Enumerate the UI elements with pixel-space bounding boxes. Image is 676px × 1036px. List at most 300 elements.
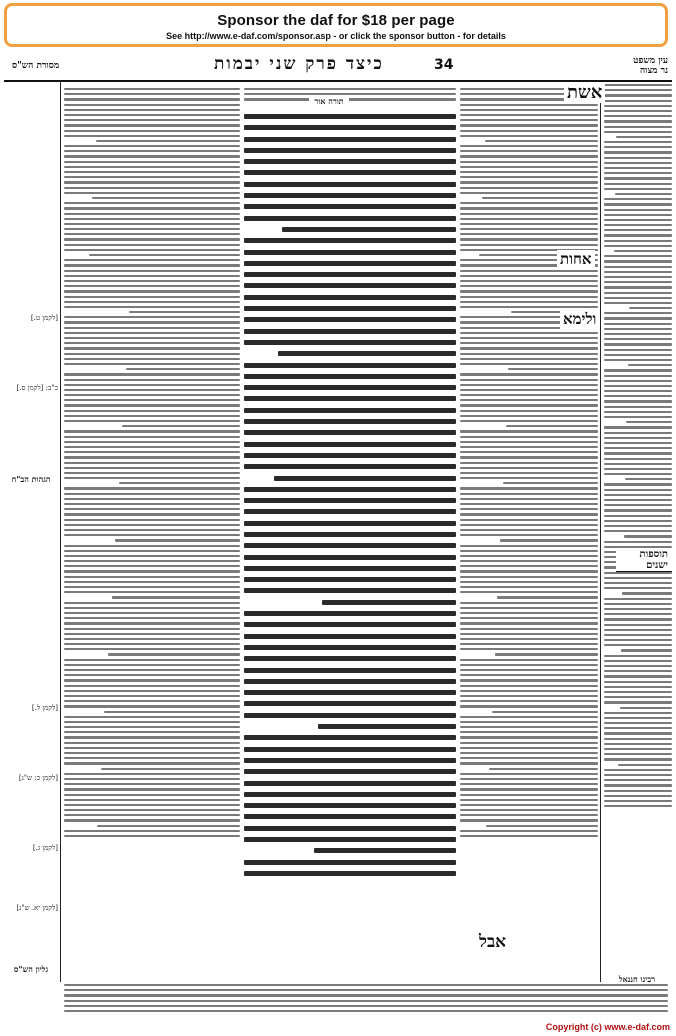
text-line — [604, 795, 672, 797]
text-line — [244, 509, 456, 514]
text-line — [64, 451, 240, 453]
text-line — [64, 747, 240, 749]
text-line — [64, 259, 240, 261]
text-line — [64, 1010, 668, 1012]
text-line — [64, 285, 240, 287]
text-line — [64, 249, 240, 251]
text-line — [604, 629, 672, 631]
text-line — [460, 104, 598, 106]
text-line — [604, 437, 672, 439]
text-line — [318, 724, 456, 729]
text-line — [64, 223, 240, 225]
text-line — [460, 731, 598, 733]
text-line — [64, 685, 240, 687]
text-line — [64, 550, 240, 552]
text-line — [64, 192, 240, 194]
text-line — [460, 124, 598, 126]
text-line — [64, 570, 240, 572]
text-line — [604, 245, 672, 247]
text-line — [64, 607, 240, 609]
text-line — [64, 794, 240, 796]
text-line — [460, 534, 598, 536]
text-line — [64, 145, 240, 147]
text-line — [460, 166, 598, 168]
text-line — [621, 649, 672, 651]
text-line — [604, 188, 672, 190]
text-line — [604, 380, 672, 382]
text-line — [244, 170, 456, 175]
text-line — [244, 88, 456, 90]
text-line — [64, 358, 240, 360]
text-line — [604, 312, 672, 314]
text-line — [604, 406, 672, 408]
text-line — [460, 290, 598, 292]
text-line — [64, 503, 240, 505]
text-line — [604, 297, 672, 299]
text-line — [64, 88, 240, 90]
text-line — [64, 321, 240, 323]
text-line — [244, 713, 456, 718]
text-line — [604, 369, 672, 371]
text-line — [604, 613, 672, 615]
text-line — [244, 283, 456, 288]
text-line — [64, 275, 240, 277]
text-line — [489, 768, 598, 770]
text-line — [604, 520, 672, 522]
text-line — [604, 302, 672, 304]
text-line — [244, 363, 456, 368]
text-line — [460, 280, 598, 282]
text-line — [604, 151, 672, 153]
text-line — [604, 722, 672, 724]
text-line — [604, 696, 672, 698]
text-line — [64, 545, 240, 547]
text-line — [108, 653, 240, 655]
text-line — [244, 588, 456, 593]
text-line — [604, 712, 672, 714]
text-line — [460, 674, 598, 676]
text-line — [244, 204, 456, 209]
text-line — [486, 825, 598, 827]
text-line — [244, 555, 456, 560]
text-line — [460, 669, 598, 671]
text-line — [460, 451, 598, 453]
text-line — [244, 93, 456, 95]
text-line — [460, 337, 598, 339]
text-line — [460, 679, 598, 681]
text-line — [604, 452, 672, 454]
text-line — [460, 456, 598, 458]
text-line — [604, 675, 672, 677]
text-line — [604, 603, 672, 605]
text-line — [64, 98, 240, 100]
text-line — [460, 270, 598, 272]
text-line — [64, 819, 240, 821]
text-line — [64, 218, 240, 220]
text-line — [604, 473, 672, 475]
text-line — [618, 764, 672, 766]
text-line — [64, 176, 240, 178]
text-line — [244, 656, 456, 661]
text-line — [604, 255, 672, 257]
text-line — [615, 193, 672, 195]
text-line — [460, 690, 598, 692]
text-line — [604, 286, 672, 288]
text-line — [64, 130, 240, 132]
text-line — [244, 114, 456, 119]
text-line — [460, 109, 598, 111]
text-line — [460, 462, 598, 464]
text-line — [64, 638, 240, 640]
page-header — [4, 54, 672, 82]
text-line — [64, 778, 240, 780]
text-line — [604, 94, 672, 96]
rabeinu-chananel-label: רבינו חננאל — [606, 974, 668, 984]
text-line — [460, 285, 598, 287]
banner-title: Sponsor the daf for $18 per page — [217, 12, 455, 29]
text-line — [460, 612, 598, 614]
text-line — [460, 238, 598, 240]
margin-reference: [לקמן יא. ש"נ] — [16, 904, 58, 912]
mesoret-hashas-label: מסורת הש"ס — [12, 61, 60, 71]
text-line — [64, 788, 240, 790]
text-line — [604, 587, 672, 589]
text-line — [604, 577, 672, 579]
text-line — [604, 276, 672, 278]
text-line — [64, 270, 240, 272]
text-line — [460, 498, 598, 500]
tosafot-dibur-hamatchil: אבל — [476, 932, 509, 952]
text-line — [64, 379, 240, 381]
text-line — [64, 674, 240, 676]
text-line — [244, 396, 456, 401]
text-line — [604, 494, 672, 496]
text-line — [460, 477, 598, 479]
text-line — [64, 332, 240, 334]
text-line — [64, 617, 240, 619]
margin-reference: [לקמן כ: ש"נ] — [18, 774, 58, 782]
text-line — [604, 748, 672, 750]
text-line — [460, 628, 598, 630]
text-line — [64, 524, 240, 526]
text-line — [460, 783, 598, 785]
text-line — [64, 581, 240, 583]
text-line — [64, 513, 240, 515]
text-line — [604, 115, 672, 117]
text-line — [460, 114, 598, 116]
text-line — [604, 468, 672, 470]
bottom-commentary — [64, 984, 668, 1020]
text-line — [101, 768, 240, 770]
text-line — [604, 292, 672, 294]
text-line — [64, 695, 240, 697]
text-line — [460, 591, 598, 593]
text-line — [64, 296, 240, 298]
text-line — [64, 109, 240, 111]
text-line — [244, 837, 456, 842]
text-line — [604, 229, 672, 231]
text-line — [244, 419, 456, 424]
text-line — [64, 669, 240, 671]
text-line — [460, 207, 598, 209]
text-line — [64, 404, 240, 406]
text-line — [64, 731, 240, 733]
text-line — [604, 375, 672, 377]
column-divider — [60, 82, 61, 982]
text-line — [64, 529, 240, 531]
text-line — [64, 602, 240, 604]
text-line — [126, 368, 240, 370]
text-line — [604, 515, 672, 517]
text-line — [460, 145, 598, 147]
text-line — [460, 617, 598, 619]
text-line — [244, 182, 456, 187]
text-line — [460, 757, 598, 759]
text-line — [244, 408, 456, 413]
text-line — [604, 489, 672, 491]
text-line — [64, 783, 240, 785]
text-line — [244, 690, 456, 695]
text-line — [604, 343, 672, 345]
text-line — [64, 705, 240, 707]
text-line — [604, 442, 672, 444]
text-line — [604, 120, 672, 122]
text-line — [460, 550, 598, 552]
text-line — [604, 390, 672, 392]
text-line — [64, 436, 240, 438]
text-line — [244, 735, 456, 740]
text-line — [64, 161, 240, 163]
text-line — [604, 634, 672, 636]
text-line — [64, 213, 240, 215]
text-line — [64, 742, 240, 744]
text-line — [64, 290, 240, 292]
text-line — [244, 464, 456, 469]
text-line — [625, 478, 672, 480]
text-line — [64, 394, 240, 396]
text-line — [604, 738, 672, 740]
text-line — [604, 426, 672, 428]
text-line — [460, 430, 598, 432]
text-line — [64, 659, 240, 661]
text-line — [604, 546, 672, 548]
text-line — [64, 835, 240, 837]
text-line — [604, 260, 672, 262]
text-line — [64, 462, 240, 464]
text-line — [244, 159, 456, 164]
text-line — [604, 582, 672, 584]
text-line — [604, 458, 672, 460]
text-line — [64, 202, 240, 204]
text-line — [460, 778, 598, 780]
text-line — [460, 581, 598, 583]
talmud-page — [4, 54, 672, 1022]
margin-reference: [לקמן ג.] — [32, 844, 58, 852]
text-line — [64, 814, 240, 816]
text-line — [64, 410, 240, 412]
text-line — [460, 150, 598, 152]
text-line — [104, 711, 240, 713]
text-line — [604, 172, 672, 174]
text-line — [64, 648, 240, 650]
text-line — [460, 119, 598, 121]
text-line — [64, 135, 240, 137]
text-line — [460, 638, 598, 640]
text-line — [460, 487, 598, 489]
text-line — [64, 809, 240, 811]
text-line — [604, 354, 672, 356]
text-line — [64, 415, 240, 417]
text-line — [604, 790, 672, 792]
text-line — [274, 476, 456, 481]
text-line — [604, 608, 672, 610]
text-line — [604, 525, 672, 527]
text-line — [604, 769, 672, 771]
text-line — [604, 784, 672, 786]
text-line — [460, 700, 598, 702]
text-line — [460, 301, 598, 303]
text-line — [129, 311, 240, 313]
text-line — [64, 1005, 668, 1007]
text-line — [604, 281, 672, 283]
text-line — [604, 691, 672, 693]
text-line — [244, 668, 456, 673]
text-line — [64, 150, 240, 152]
text-line — [604, 146, 672, 148]
text-line — [64, 508, 240, 510]
text-line — [604, 447, 672, 449]
text-line — [460, 524, 598, 526]
text-line — [495, 653, 599, 655]
text-line — [64, 280, 240, 282]
text-line — [460, 508, 598, 510]
text-line — [497, 596, 598, 598]
column-divider — [600, 82, 601, 982]
copyright-notice[interactable]: Copyright (c) www.e-daf.com — [545, 1022, 670, 1032]
text-line — [604, 618, 672, 620]
text-line — [97, 825, 240, 827]
text-line — [460, 394, 598, 396]
text-line — [64, 804, 240, 806]
text-line — [244, 758, 456, 763]
text-line — [64, 989, 668, 991]
sponsor-banner[interactable] — [4, 3, 668, 47]
text-line — [614, 250, 672, 252]
text-line — [244, 193, 456, 198]
text-line — [122, 425, 240, 427]
text-line — [460, 586, 598, 588]
text-line — [604, 541, 672, 543]
text-line — [604, 234, 672, 236]
text-line — [244, 532, 456, 537]
text-line — [460, 306, 598, 308]
text-line — [460, 410, 598, 412]
text-line — [604, 416, 672, 418]
text-line — [64, 155, 240, 157]
text-line — [244, 701, 456, 706]
text-line — [244, 498, 456, 503]
text-line — [244, 329, 456, 334]
text-line — [64, 762, 240, 764]
text-line — [604, 198, 672, 200]
text-line — [278, 351, 456, 356]
text-line — [64, 228, 240, 230]
text-line — [620, 707, 672, 709]
text-line — [460, 379, 598, 381]
text-line — [112, 596, 240, 598]
text-line — [460, 181, 598, 183]
text-line — [460, 363, 598, 365]
text-line — [64, 643, 240, 645]
text-line — [64, 560, 240, 562]
text-line — [460, 545, 598, 547]
text-line — [604, 530, 672, 532]
margin-reference: [לקמן ט.] — [30, 314, 58, 322]
text-line — [492, 711, 598, 713]
text-line — [604, 266, 672, 268]
text-line — [244, 543, 456, 548]
text-line — [460, 519, 598, 521]
text-line — [460, 342, 598, 344]
text-line — [64, 347, 240, 349]
text-line — [244, 385, 456, 390]
text-line — [604, 84, 672, 86]
text-line — [244, 453, 456, 458]
text-line — [64, 628, 240, 630]
tosafot-column — [64, 88, 240, 978]
text-line — [64, 181, 240, 183]
text-line — [604, 670, 672, 672]
text-line — [460, 742, 598, 744]
text-line — [460, 493, 598, 495]
banner-subtitle[interactable]: See http://www.e-daf.com/sponsor.asp - or click the sponsor button - for details — [166, 31, 506, 41]
text-line — [604, 400, 672, 402]
text-line — [64, 612, 240, 614]
text-line — [460, 187, 598, 189]
text-line — [460, 436, 598, 438]
text-line — [604, 224, 672, 226]
rashi-dibur-hamatchil: ולימא — [560, 310, 599, 329]
text-line — [244, 826, 456, 831]
text-line — [460, 202, 598, 204]
text-line — [604, 131, 672, 133]
text-line — [604, 240, 672, 242]
text-line — [508, 368, 598, 370]
text-line — [460, 503, 598, 505]
text-line — [244, 803, 456, 808]
text-line — [64, 166, 240, 168]
text-line — [244, 781, 456, 786]
text-line — [460, 347, 598, 349]
text-line — [64, 994, 668, 996]
text-line — [460, 830, 598, 832]
text-line — [282, 227, 456, 232]
hagahot-habach-label: הגהות הב"ח — [6, 474, 56, 484]
rashi-column — [460, 88, 598, 978]
text-line — [503, 482, 598, 484]
text-line — [604, 639, 672, 641]
text-line — [244, 374, 456, 379]
text-line — [460, 389, 598, 391]
text-line — [244, 250, 456, 255]
text-line — [604, 499, 672, 501]
text-line — [604, 359, 672, 361]
text-line — [628, 364, 672, 366]
text-line — [64, 472, 240, 474]
text-line — [460, 555, 598, 557]
text-line — [244, 577, 456, 582]
text-line — [604, 655, 672, 657]
